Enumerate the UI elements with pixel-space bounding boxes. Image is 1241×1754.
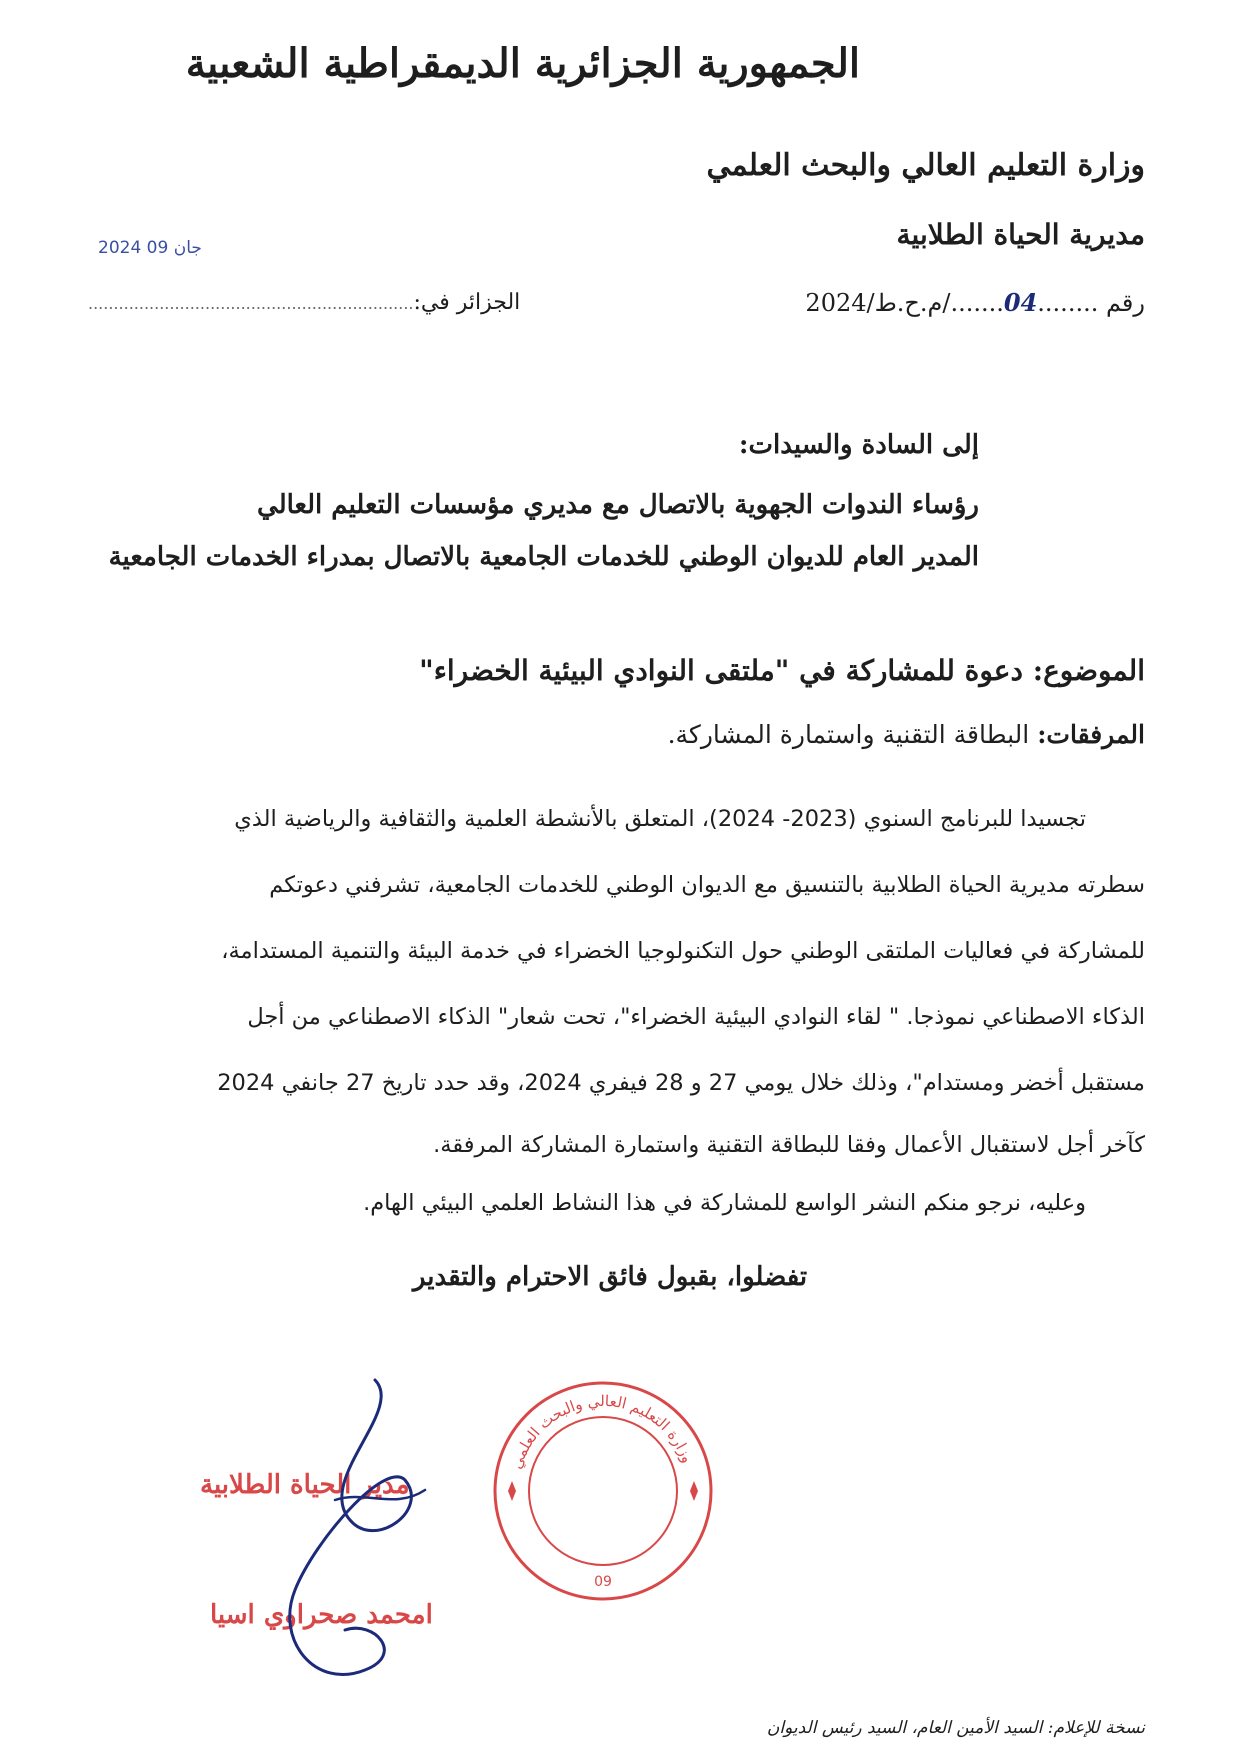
- city-label: الجزائر في:: [413, 290, 521, 315]
- body-paragraph-line: تجسيدا للبرنامج السنوي (2023- 2024)، المتعلق بالأنشطة العلمية والثقافية والرياضية الذي: [234, 806, 1086, 832]
- addressee-line: رؤساء الندوات الجهوية بالاتصال مع مديري مؤسسات التعليم العالي: [257, 490, 979, 520]
- body-paragraph-line: وعليه، نرجو منكم النشر الواسع للمشاركة في هذا النشاط العلمي البيئي الهام.: [363, 1190, 1086, 1216]
- city-date-line: [88, 290, 520, 315]
- directorate-name: مديرية الحياة الطلابية: [896, 218, 1145, 251]
- seal-text: وزارة التعليم العالي والبحث العلمي: [507, 1391, 697, 1472]
- official-seal: [488, 1376, 718, 1606]
- body-paragraph-line: للمشاركة في فعاليات الملتقى الوطني حول التكنولوجيا الخضراء في خدمة البيئة والتنمية المستدامة،: [221, 938, 1145, 964]
- signatory-title: مدير الحياة الطلابية: [200, 1470, 410, 1500]
- subject-line: [419, 654, 1145, 687]
- subject-text: دعوة للمشاركة في "ملتقى النوادي البيئية الخضراء": [419, 654, 1023, 687]
- reference-number: [805, 288, 1145, 317]
- body-paragraph-line: كآخر أجل لاستقبال الأعمال وفقا للبطاقة التقنية واستمارة المشاركة المرفقة.: [433, 1132, 1145, 1158]
- subject-label: الموضوع:: [1032, 654, 1145, 687]
- body-paragraph-line: مستقبل أخضر ومستدام"، وذلك خلال يومي 27 و 28 فيفري 2024، وقد حدد تاريخ 27 جانفي 2024: [217, 1070, 1145, 1096]
- attachments-line: [668, 720, 1145, 749]
- body-paragraph-line: سطرته مديرية الحياة الطلابية بالتنسيق مع الديوان الوطني للخدمات الجامعية، تشرفني دعوتكم: [269, 872, 1145, 898]
- date-dots: ................................................................: [88, 294, 414, 313]
- reference-handwritten-number: 04: [1003, 288, 1038, 317]
- ministry-name: وزارة التعليم العالي والبحث العلمي: [706, 148, 1145, 183]
- closing-formula: تفضلوا، بقبول فائق الاحترام والتقدير: [412, 1262, 808, 1292]
- signatory-name: امحمد صحراوي اسيا: [210, 1600, 433, 1630]
- copy-for-information-line: نسخة للإعلام: السيد الأمين العام، السيد رئيس الديوان: [766, 1718, 1145, 1738]
- attachments-label: المرفقات:: [1037, 720, 1145, 749]
- attachments-text: البطاقة التقنية واستمارة المشاركة.: [667, 720, 1030, 749]
- handwritten-signature: [255, 1370, 505, 1700]
- date-stamp: 2024 جان 09: [98, 238, 202, 258]
- addressees-heading: إلى السادة والسيدات:: [738, 430, 979, 460]
- reference-prefix: رقم ........: [1037, 289, 1145, 317]
- seal-number: 09: [594, 1574, 612, 1590]
- body-paragraph-line: الذكاء الاصطناعي نموذجا. " لقاء النوادي البيئية الخضراء"، تحت شعار" الذكاء الاصطناعي من أجل: [247, 1004, 1145, 1030]
- republic-header: الجمهورية الجزائرية الديمقراطية الشعبية: [185, 40, 860, 87]
- reference-suffix: ......./م.ح.ط/2024: [805, 289, 1004, 317]
- addressee-line: المدير العام للديوان الوطني للخدمات الجامعية بالاتصال بمدراء الخدمات الجامعية: [108, 542, 979, 572]
